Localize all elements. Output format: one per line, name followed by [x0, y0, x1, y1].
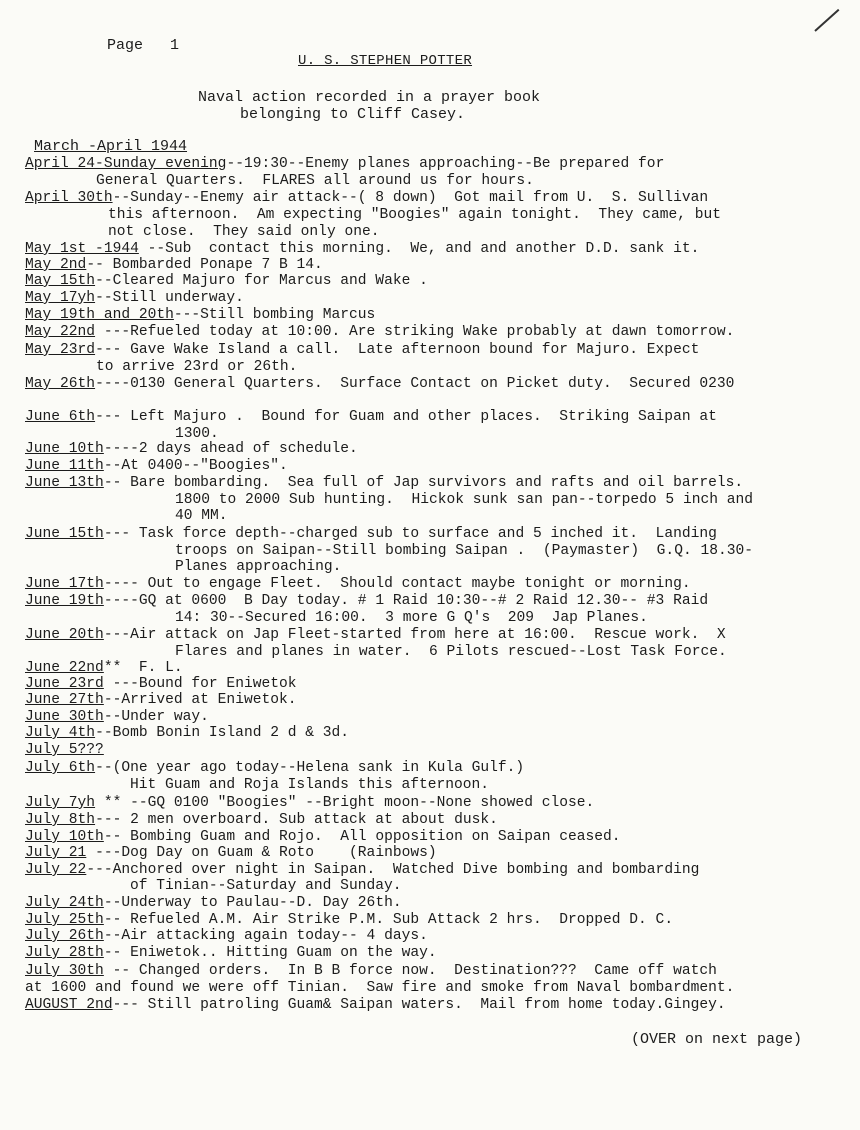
entry-text: General Quarters. FLARES all around us for hours.	[96, 173, 534, 189]
entry-date: May 17yh	[25, 290, 96, 306]
diary-line	[25, 709, 209, 726]
diary-line	[175, 644, 727, 661]
entry-text: --Under way.	[103, 709, 209, 725]
entry-date: June 23rd	[25, 676, 104, 692]
entry-text: --Sunday--Enemy air attack--( 8 down) Got mail from U. S. Sullivan	[112, 190, 709, 206]
entry-text: troops on Saipan--Still bombing Saipan . (Paymaster) G.Q. 18.30-	[175, 543, 754, 559]
entry-text: ---- Out to engage Fleet. Should contact maybe tonight or morning.	[103, 576, 691, 592]
diary-line	[25, 576, 691, 593]
entry-text: --(One year ago today--Helena sank in Kula Gulf.)	[95, 760, 525, 776]
entry-date: July 4th	[25, 725, 96, 741]
diary-line	[25, 526, 717, 543]
diary-line	[130, 777, 489, 794]
diary-line	[25, 593, 708, 610]
diary-line	[25, 862, 699, 879]
diary-line	[25, 257, 323, 274]
entry-text: this afternoon. Am expecting "Boogies" again tonight. They came, but	[108, 207, 722, 223]
entry-date: July 6th	[25, 760, 96, 776]
diary-line	[25, 760, 524, 777]
entry-text: --- Gave Wake Island a call. Late afternoon bound for Majuro. Expect	[95, 342, 700, 358]
entry-text: ----GQ at 0600 B Day today. # 1 Raid 10:30--# 2 Raid 12.30-- #3 Raid	[103, 593, 709, 609]
diary-line	[25, 190, 708, 207]
footer-note: (OVER on next page)	[631, 1031, 803, 1048]
diary-line	[175, 610, 648, 627]
entry-text: ---Still bombing Marcus	[173, 307, 376, 323]
diary-line	[25, 912, 673, 929]
entry-date: June 15th	[25, 526, 104, 542]
entry-date: July 22	[25, 862, 87, 878]
entry-date: April 30th	[25, 190, 113, 206]
diary-line	[25, 273, 428, 290]
entry-text: --19:30--Enemy planes approaching--Be prepared for	[226, 156, 665, 172]
entry-text: 40 MM.	[175, 508, 228, 524]
entry-date: June 27th	[25, 692, 104, 708]
entry-date: June 19th	[25, 593, 104, 609]
entry-date: July 25th	[25, 912, 104, 928]
diary-line	[25, 324, 734, 341]
entry-text: Flares and planes in water. 6 Pilots rescued--Lost Task Force.	[175, 644, 727, 660]
diary-line	[175, 543, 753, 560]
entry-date: June 10th	[25, 441, 104, 457]
entry-text: --Sub contact this morning. We, and and another D.D. sank it.	[138, 241, 700, 257]
diary-line	[25, 458, 288, 475]
entry-text: ---Air attack on Jap Fleet-started from here at 16:00. Rescue work. X	[103, 627, 726, 643]
diary-line	[25, 742, 104, 759]
entry-text: to arrive 23rd or 26th.	[96, 359, 298, 375]
entry-text: ---Bound for Eniwetok	[103, 676, 297, 692]
diary-line	[25, 997, 726, 1014]
entry-date: July 24th	[25, 895, 104, 911]
pen-mark-icon	[814, 9, 839, 32]
diary-line	[25, 290, 244, 307]
entry-text: -- Eniwetok.. Hitting Guam on the way.	[103, 945, 437, 961]
entry-date: June 20th	[25, 627, 104, 643]
entry-date: June 22nd	[25, 660, 104, 676]
entry-text: --- Task force depth--charged sub to surface and 5 inched it. Landing	[103, 526, 717, 542]
diary-line	[25, 692, 297, 709]
diary-line	[25, 845, 437, 862]
entry-date: July 28th	[25, 945, 104, 961]
diary-line	[175, 508, 228, 525]
entry-text: at 1600 and found we were off Tinian. Saw fire and smoke from Naval bombardment.	[25, 980, 735, 996]
diary-line	[25, 307, 375, 324]
diary-line	[25, 627, 726, 644]
diary-line	[25, 725, 349, 742]
entry-text: Hit Guam and Roja Islands this afternoon.	[130, 777, 490, 793]
diary-line	[25, 945, 437, 962]
entry-date: June 17th	[25, 576, 104, 592]
entry-date: June 6th	[25, 409, 96, 425]
entry-text: --Underway to Paulau--D. Day 26th.	[103, 895, 402, 911]
diary-line	[25, 928, 428, 945]
entry-text: --Cleared Majuro for Marcus and Wake .	[95, 273, 428, 289]
diary-line	[25, 475, 743, 492]
diary-line	[25, 441, 358, 458]
entry-text: not close. They said only one.	[108, 224, 380, 240]
entry-text: -- Refueled A.M. Air Strike P.M. Sub Attack 2 hrs. Dropped D. C.	[103, 912, 674, 928]
entry-date: AUGUST 2nd	[25, 997, 113, 1013]
entry-text: ---Refueled today at 10:00. Are striking Wake probably at dawn tomorrow.	[95, 324, 735, 340]
diary-line	[25, 676, 297, 693]
diary-line	[25, 963, 717, 980]
entry-date: May 19th and 20th	[25, 307, 174, 323]
diary-line	[25, 980, 734, 997]
entry-text: --At 0400--"Boogies".	[103, 458, 288, 474]
entry-date: July 5???	[25, 742, 104, 758]
diary-line	[25, 156, 664, 173]
subtitle-line-1: Naval action recorded in a prayer book	[198, 89, 541, 106]
diary-line	[108, 224, 380, 241]
diary-line	[175, 492, 753, 509]
entry-text: 1800 to 2000 Sub hunting. Hickok sunk san pan--torpedo 5 inch and	[175, 492, 754, 508]
entry-text: --- 2 men overboard. Sub attack at about dusk.	[95, 812, 498, 828]
entry-text: ** F. L.	[103, 660, 183, 676]
diary-line	[25, 241, 699, 258]
entry-text: 1300.	[175, 426, 219, 442]
diary-line	[25, 409, 717, 426]
diary-line	[108, 207, 721, 224]
entry-text: ---Anchored over night in Saipan. Watched Dive bombing and bombarding	[86, 862, 700, 878]
entry-date: May 23rd	[25, 342, 96, 358]
entry-text: --Air attacking again today-- 4 days.	[103, 928, 428, 944]
entry-text: --- Left Majuro . Bound for Guam and other places. Striking Saipan at	[95, 409, 717, 425]
entry-text: ** --GQ 0100 "Boogies" --Bright moon--None showed close.	[95, 795, 595, 811]
entry-text: -- Bombarded Ponape 7 B 14.	[86, 257, 323, 273]
entry-text: ----2 days ahead of schedule.	[103, 441, 358, 457]
entry-date: July 8th	[25, 812, 96, 828]
subtitle-line-2: belonging to Cliff Casey.	[240, 106, 466, 123]
entry-text: Planes approaching.	[175, 559, 342, 575]
entry-text: -- Changed orders. In B B force now. Destination??? Came off watch	[103, 963, 717, 979]
entry-text: ---Dog Day on Guam & Roto (Rainbows)	[86, 845, 437, 861]
entry-text: -- Bare bombarding. Sea full of Jap survivors and rafts and oil barrels.	[103, 475, 744, 491]
diary-line	[130, 878, 402, 895]
entry-date: June 30th	[25, 709, 104, 725]
diary-line	[25, 795, 594, 812]
entry-text: of Tinian--Saturday and Sunday.	[130, 878, 402, 894]
diary-line	[25, 660, 183, 677]
diary-line	[25, 895, 402, 912]
entry-date: May 1st -1944	[25, 241, 139, 257]
entry-text: --- Still patroling Guam& Saipan waters. Mail from home today.Gingey.	[112, 997, 726, 1013]
diary-line	[25, 342, 699, 359]
entry-text: --Arrived at Eniwetok.	[103, 692, 297, 708]
document-title: U. S. STEPHEN POTTER	[298, 53, 473, 69]
entry-date: May 22nd	[25, 324, 96, 340]
diary-line	[25, 812, 498, 829]
entry-date: July 10th	[25, 829, 104, 845]
diary-line	[96, 359, 297, 376]
entry-date: May 2nd	[25, 257, 87, 273]
diary-line	[25, 376, 734, 393]
entry-date: July 30th	[25, 963, 104, 979]
entry-date: July 7yh	[25, 795, 96, 811]
entry-text: ----0130 General Quarters. Surface Contact on Picket duty. Secured 0230	[95, 376, 735, 392]
entry-date: May 26th	[25, 376, 96, 392]
entry-date: July 26th	[25, 928, 104, 944]
entry-date: May 15th	[25, 273, 96, 289]
page-number: Page 1	[107, 37, 180, 54]
entry-text: 14: 30--Secured 16:00. 3 more G Q's 209 Jap Planes.	[175, 610, 648, 626]
diary-line	[25, 829, 621, 846]
entry-date: June 11th	[25, 458, 104, 474]
entry-text: --Still underway.	[95, 290, 244, 306]
section-heading: March -April 1944	[34, 138, 188, 155]
entry-date: July 21	[25, 845, 87, 861]
entry-date: April 24-Sunday evening	[25, 156, 227, 172]
entry-date: June 13th	[25, 475, 104, 491]
entry-text: --Bomb Bonin Island 2 d & 3d.	[95, 725, 350, 741]
diary-line	[175, 559, 341, 576]
diary-line	[96, 173, 534, 190]
entry-text: -- Bombing Guam and Rojo. All opposition on Saipan ceased.	[103, 829, 621, 845]
